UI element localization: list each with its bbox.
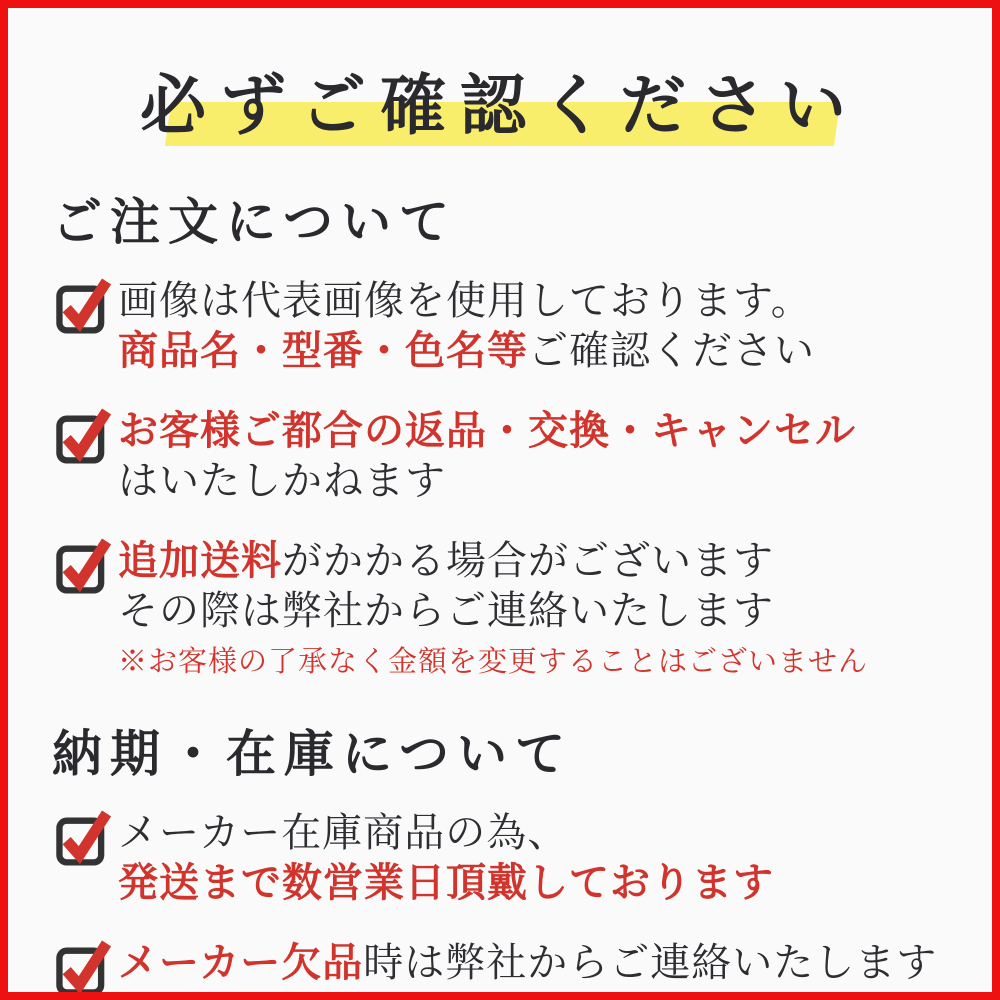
item-text-segment-emphasis: 商品名・型番・色名等	[118, 328, 528, 373]
item-line	[118, 276, 815, 326]
item-text-segment-emphasis: お客様ご都合の返品・交換・キャンセル	[118, 408, 856, 453]
list-item-text	[118, 276, 815, 376]
page-title-text: 必ずご確認ください	[140, 70, 860, 143]
item-text-segment: 時は弊社からご連絡いたします	[363, 940, 938, 986]
item-text-segment-emphasis: 追加送料	[118, 538, 282, 583]
item-footnote: ※お客様の了承なく金額を変更することはございません	[118, 646, 869, 678]
list-item-extra-shipping	[54, 536, 952, 680]
item-text-segment: ご確認ください	[528, 328, 815, 373]
item-text-segment-emphasis: 発送まで数営業日頂戴しております	[118, 860, 774, 906]
checkbox-checked-icon	[54, 402, 112, 468]
list-item-maker-stock	[54, 808, 952, 908]
list-item-text	[118, 808, 774, 908]
checkbox-checked-icon	[54, 532, 112, 598]
item-line	[118, 938, 937, 988]
item-line	[118, 808, 774, 858]
item-text-segment-emphasis: メーカー欠品	[118, 940, 364, 986]
item-text-segment: 画像は代表画像を使用しております。	[118, 278, 812, 323]
item-line	[118, 326, 815, 376]
section-heading-delivery-stock: 納期・在庫について	[52, 726, 573, 783]
checkbox-checked-icon	[54, 934, 112, 1000]
item-text-segment: メーカー在庫商品の為、	[118, 810, 569, 856]
notice-content	[8, 52, 992, 1000]
list-item-maker-out-of-stock	[54, 938, 952, 1000]
list-item-representative-image	[54, 276, 952, 376]
item-line	[118, 586, 868, 636]
list-item-text	[118, 536, 868, 680]
checkbox-checked-icon	[54, 804, 112, 870]
item-text-segment: がかかる場合がございます	[282, 538, 774, 583]
page-title	[48, 52, 952, 148]
item-line	[118, 406, 856, 456]
item-line	[118, 456, 856, 506]
list-item-no-returns	[54, 406, 952, 506]
item-line	[118, 536, 868, 586]
item-text-segment: はいたしかねます	[118, 458, 446, 503]
section-heading-order: ご注文について	[52, 194, 457, 250]
item-line	[118, 858, 774, 908]
item-text-segment: その際は弊社からご連絡いたします	[118, 588, 774, 633]
list-item-text	[118, 938, 937, 988]
checkbox-checked-icon	[54, 272, 112, 338]
list-item-text	[118, 406, 856, 506]
